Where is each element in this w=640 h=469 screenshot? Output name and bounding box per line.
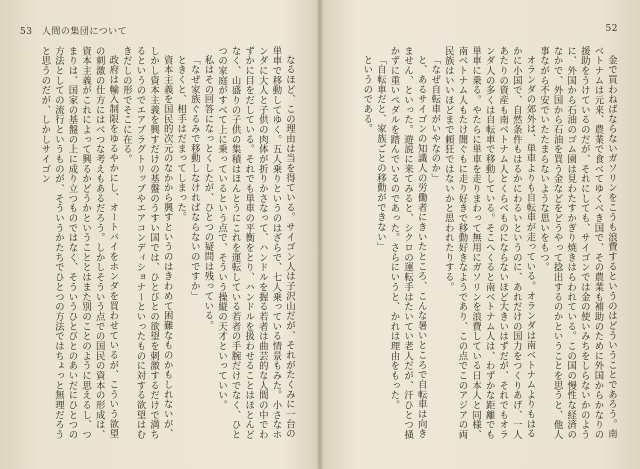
running-title: 人間の集団について bbox=[41, 27, 128, 37]
paragraph: オランダの郊外は、単車よりも自転車が走っている。オランダは南ベトナムよりもはるかに小国で、自然条件もはるかにわるいというのに、あれだけの国力をつくりあげ、一人あたりの資産も南ベトナム人とくらべものにならないほど大きいはずだが、それでもオランダ人の多くは自転車で移動している。そこへくると南ベトナム人は、わずかな距離でも単車に乗る。やたらに単車を走りまわって無用にガソリンを浪費している日本人と同様、南ベトナム人もたけ闇ぐもに走り好きで移動好きなようであり、この点でこのアジアの両民族はいいほどまで頼狂ではないかと思われたりする。 bbox=[442, 46, 536, 440]
paragraph: 「自転車だと、家族ごとの移動ができない」 bbox=[374, 55, 386, 253]
left-page-body bbox=[24, 46, 296, 448]
paragraph: 政府は輸入制限をゆるやかにし、オートバイをホンダを買わせているが、こういう欲望の刺激の仕方にはべつな考えもあるだろう。しかしそういう点での国民の資本の形成は、資本主義がこれによって興るかどうかということとはまた別のことのように思えるし、つまりは、国家の基盤の上に成り立つものではなく、そういうひとびとのあいだにひとつの方法としての流行というものが、そういうかたちでひとつの方法ではちょっと無理だろうと思うのだが、しかしサイゴン bbox=[39, 46, 119, 440]
paragraph: なるほど、この理由は当を得ている。サイゴン人は子沢山だが、それがたくみに一台の単車で移動してゆく。五人乗りというのはざらで、七人乗っている情景もみた。小さなホンダに大人と子供の肉体が折りかさなって、ハンドルを握る若者は曲芸的な人間の中でわずかに目をだしている。それでも単車の平衡をとり、ハンドルを扱わせることはほとんどなく、山盛りの子供の集積はほんとうにこれを運転している若者の手腕だけでなく、ひとつの家庭がすべて上に乗っているという点で、そういう操縦の天才といっていい。 bbox=[216, 46, 295, 440]
paragraph: 「なぜ自転車がいやなのか」 bbox=[429, 55, 441, 184]
paragraph: 資本主義を国民的次元のなかから興すというのはきわめて困難なものかもしれないが、しかし資本主義を興すだけの基盤のうすい国では、ひとびとの欲望を刺激するだけで満ちるというのでエアプラグトリップやエアコンディショナーといったものに対する欲望はむきだしの形でそこに在る。 bbox=[120, 46, 173, 440]
paragraph: と、あるサイゴンの知識人の労働者にきいたところ、こんな暑いところで自転車は向きません、といった。遊説に来てみると、シクロの運転手はたいてい老人だが、汗ひとつ掻かずに重いペダルを踏んでいるのであった。さらにいうと、かれは理由をもった。 bbox=[388, 46, 427, 440]
paragraph: 私はその回答になっとくしたが、ひとつの疑問は残っている。 bbox=[202, 55, 214, 331]
paragraph: 「なぜ家族ぐるみで移動しなければならないのですか」 bbox=[188, 55, 200, 302]
right-page-header bbox=[606, 24, 618, 34]
right-page-body bbox=[338, 46, 618, 448]
paragraph: ときくと、相手はだまってしまった。 bbox=[175, 55, 187, 223]
book-gutter bbox=[316, 0, 324, 469]
paragraph: というのである。 bbox=[361, 55, 373, 135]
paragraph: 金で買わねばならないガソリンをこうも浪費するというのはどういうことであろう。南ベトナムは元来、農業で食べてゆくべき国で、その農業も補助のために外国からかなりの援助をうけているのだが、それにしても、サイゴンでは金の使いみちをしらないかのように、外国から石油のゴム園は見わたすかぎり焼きはらわれている。この国の慢性な経済のなかで、外国から石油を買う金などをどうやって捻出するのかということを思うと、他人事ながら不安でいたたまらないような思いをもつ。 bbox=[538, 46, 617, 440]
right-page-number: 52 bbox=[605, 24, 618, 34]
left-page-number: 53 bbox=[20, 27, 33, 37]
left-page-header bbox=[20, 24, 127, 37]
